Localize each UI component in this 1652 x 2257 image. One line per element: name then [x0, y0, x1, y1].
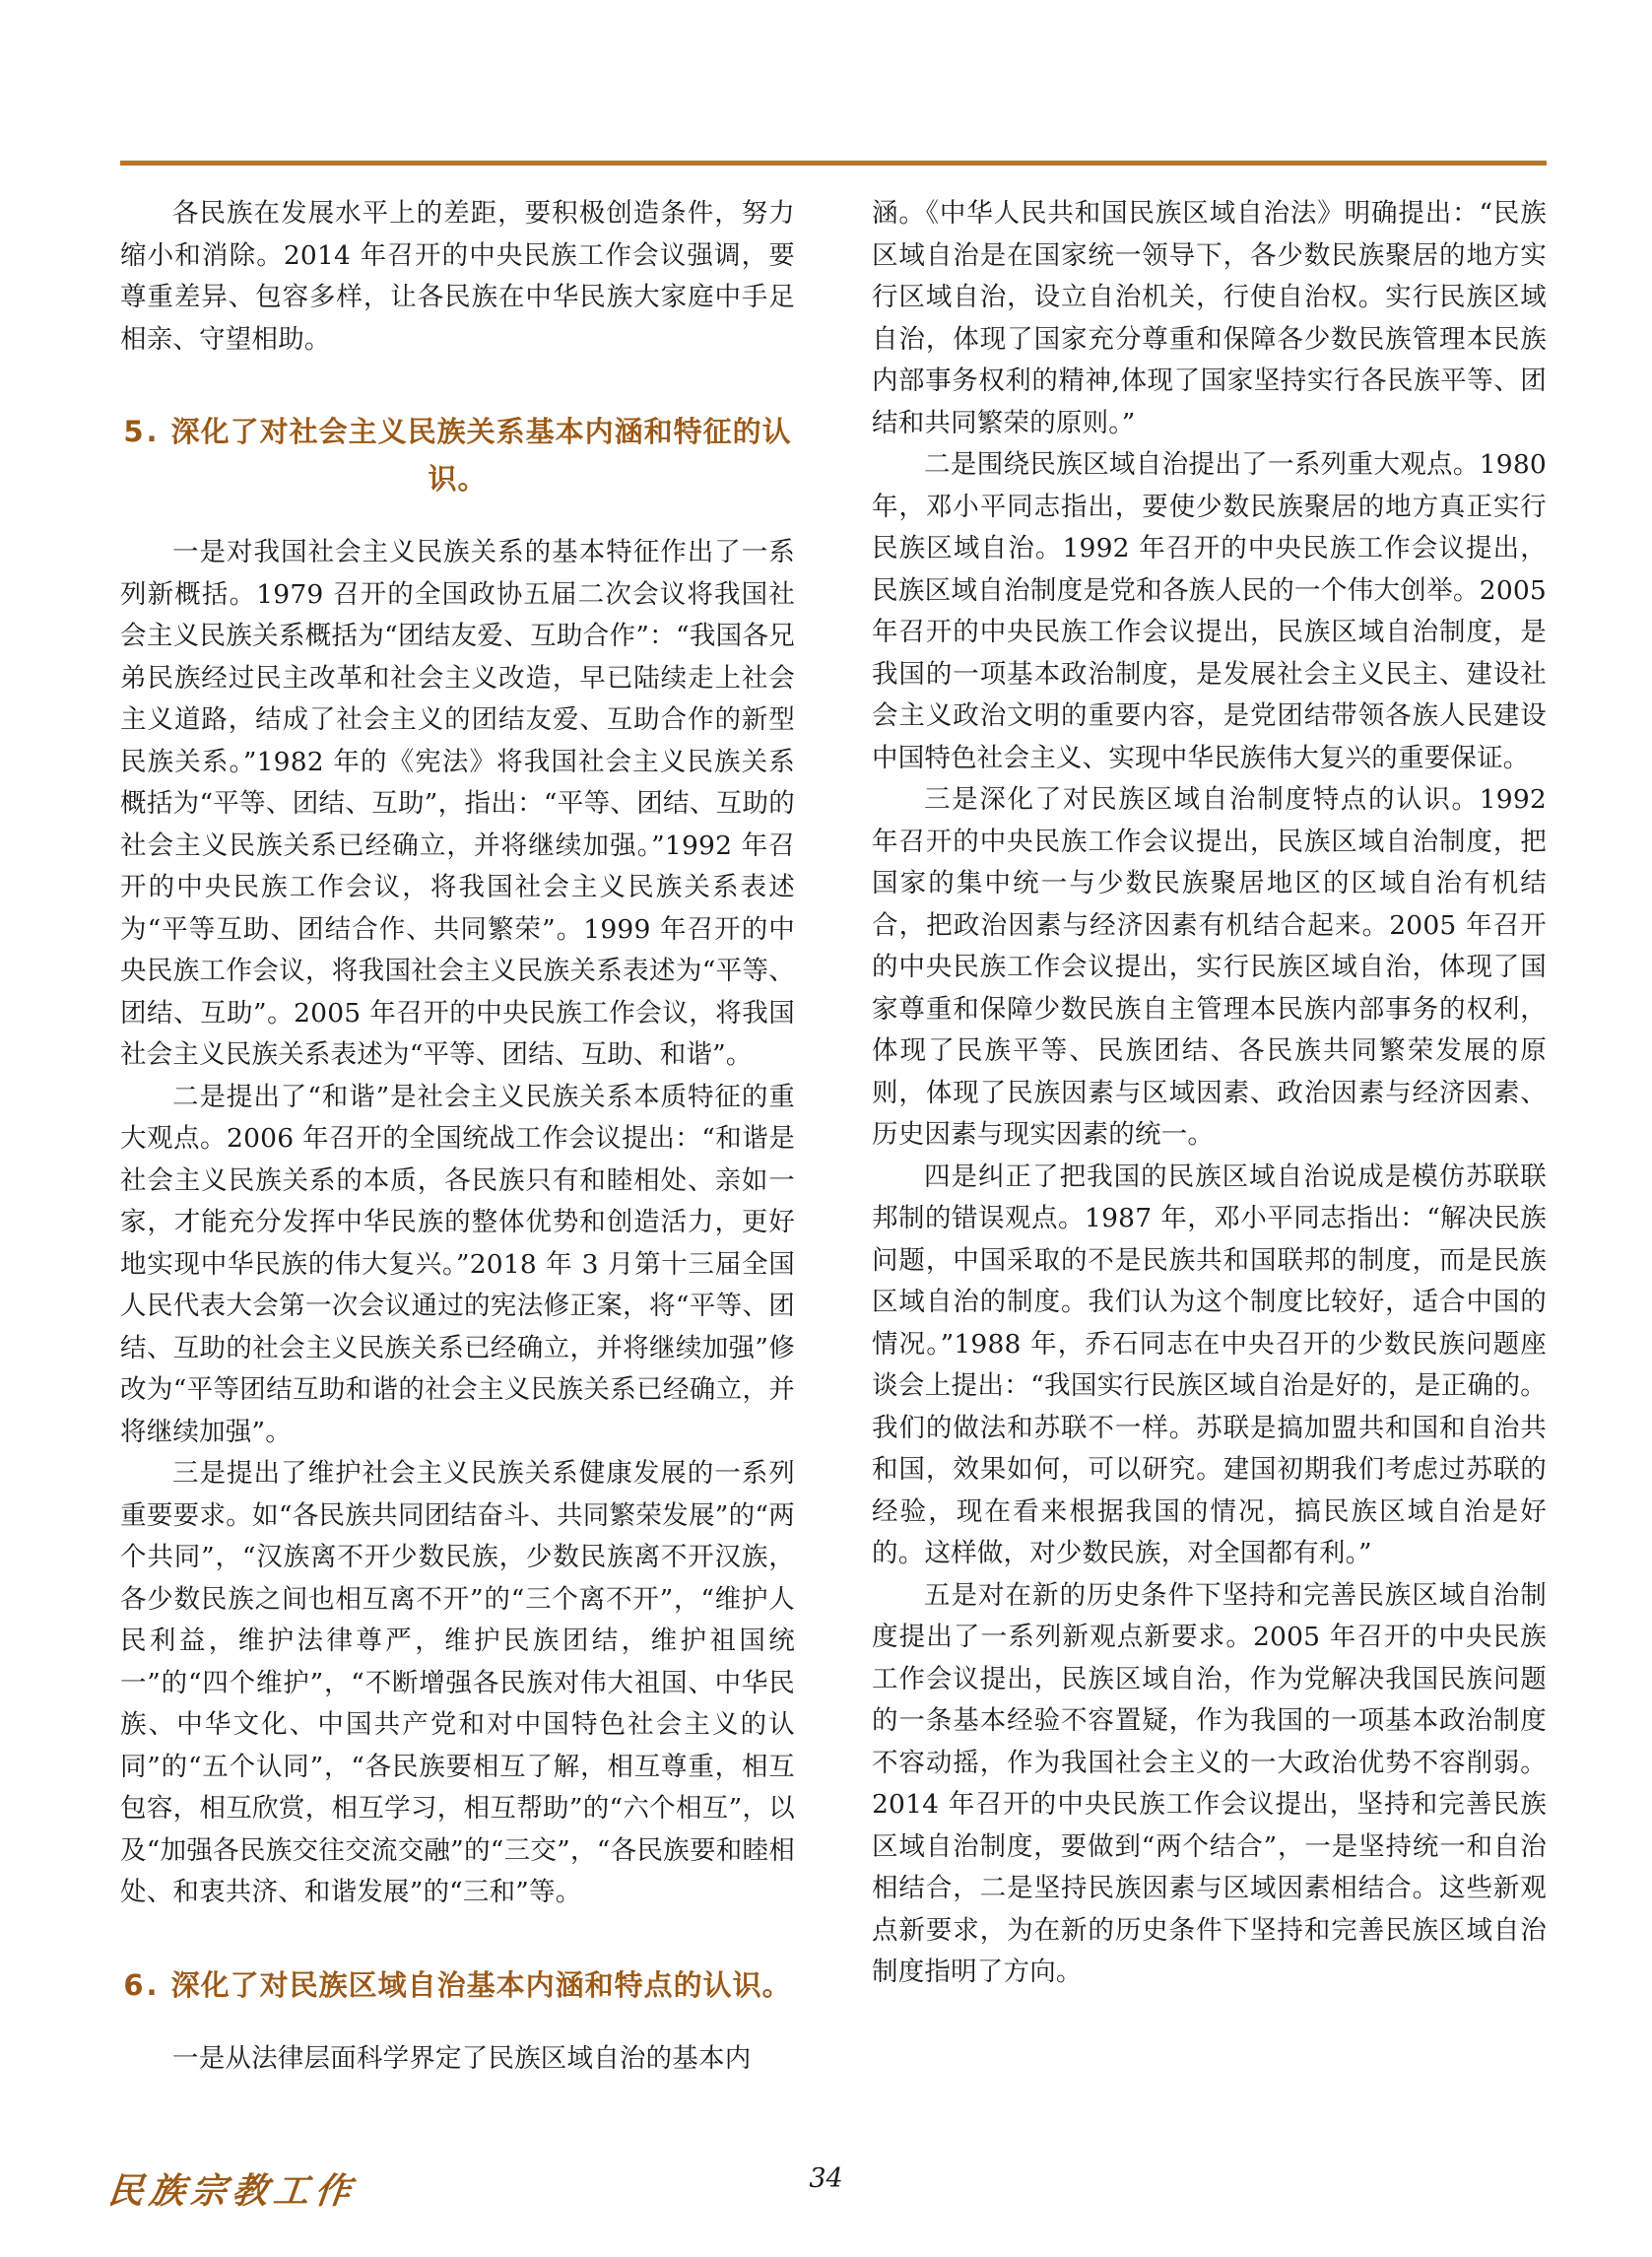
paragraph: 涵。《中华人民共和国民族区域自治法》明确提出：“民族区域自治是在国家统一领导下，各少数民族聚居的地方实行区域自治，设立自治机关，行使自治权。实行民族区域自治，体现了国家充分尊重和保障各少数民族管理本民族内部事务权利的精神,体现了国家坚持实行各民族平等、团结和共同繁荣的原则。”: [872, 198, 1547, 438]
section-heading-5-text: 深化了对社会主义民族关系基本内涵和特征的认识。: [170, 415, 792, 496]
paragraph: 三是提出了维护社会主义民族关系健康发展的一系列重要要求。如“各民族共同团结奋斗、共同繁荣发展”的“两个共同”，“汉族离不开少数民族，少数民族离不开汉族，各少数民族之间也相互离不开”的“三个离不开”，“维护人民利益，维护法律尊严，维护民族团结，维护祖国统一”的“四个维护”，“不断增强各民族对伟大祖国、中华民族、中华文化、中国共产党和对中国特色社会主义的认同”的“五个认同”，“各民族要相互了解，相互尊重，相互包容，相互欣赏，相互学习，相互帮助”的“六个相互”，以及“加强各民族交往交流交融”的“三交”，“各民族要和睦相处、和衷共济、和谐发展”的“三和”等。: [120, 1458, 795, 1907]
spacer: [120, 1914, 795, 1961]
two-column-body: [120, 193, 1547, 2080]
spacer: [120, 2009, 795, 2038]
page-number: 34: [809, 2163, 843, 2194]
paragraph: 三是深化了对民族区域自治制度特点的认识。1992 年召开的中央民族工作会议提出，民族区域自治制度，把国家的集中统一与少数民族聚居地区的区域自治有机结合，把政治因素与经济因素有机结合起来。2005 年召开的中央民族工作会议提出，实行民族区域自治，体现了国家尊重和保障少数民族自主管理本民族内部事务的权利，体现了民族平等、民族团结、各民族共同繁荣发展的原则，体现了民族因素与区域因素、政治因素与经济因素、历史因素与现实因素的统一。: [872, 784, 1547, 1150]
section-heading-6-number: 6.: [123, 1967, 161, 2002]
footer-logo: 民族宗教工作: [105, 2171, 359, 2212]
spacer: [120, 502, 795, 532]
spacer: [120, 361, 795, 408]
paragraph: 一是从法律层面科学界定了民族区域自治的基本内: [172, 2042, 752, 2074]
section-heading-5-number: 5.: [123, 415, 161, 448]
header-rule: [120, 161, 1547, 166]
paragraph: 各民族在发展水平上的差距，要积极创造条件，努力缩小和消除。2014 年召开的中央民族工作会议强调，要尊重差异、包容多样，让各民族在中华民族大家庭中手足相亲、守望相助。: [120, 198, 795, 355]
paragraph: 一是对我国社会主义民族关系的基本特征作出了一系列新概括。1979 召开的全国政协五届二次会议将我国社会主义民族关系概括为“团结友爱、互助合作”：“我国各兄弟民族经过民主改革和社会主义改造，早已陆续走上社会主义道路，结成了社会主义的团结友爱、互助合作的新型民族关系。”1982 年的《宪法》将我国社会主义民族关系概括为“平等、团结、互助”，指出：“平等、团结、互助的社会主义民族关系已经确立，并将继续加强。”1992 年召开的中央民族工作会议，将我国社会主义民族关系表述为“平等互助、团结合作、共同繁荣”。1999 年召开的中央民族工作会议，将我国社会主义民族关系表述为“平等、团结、互助”。2005 年召开的中央民族工作会议，将我国社会主义民族关系表述为“平等、团结、互助、和谐”。: [120, 537, 795, 1070]
section-heading-6-text: 深化了对民族区域自治基本内涵和特点的认识。: [170, 1967, 792, 2002]
section-heading-6: [120, 1961, 795, 2009]
paragraph: 五是对在新的历史条件下坚持和完善民族区域自治制度提出了一系列新观点新要求。2005 年召开的中央民族工作会议提出，民族区域自治，作为党解决我国民族问题的一条基本经验不容置疑，作为我国的一项基本政治制度不容动摇，作为我国社会主义的一大政治优势不容削弱。2014 年召开的中央民族工作会议提出，坚持和完善民族区域自治制度，要做到“两个结合”，一是坚持统一和自治相结合，二是坚持民族因素与区域因素相结合。这些新观点新要求，为在新的历史条件下坚持和完善民族区域自治制度指明了方向。: [872, 1579, 1547, 1987]
paragraph: 二是围绕民族区域自治提出了一系列重大观点。1980 年，邓小平同志指出，要使少数民族聚居的地方真正实行民族区域自治。1992 年召开的中央民族工作会议提出，民族区域自治制度是党和各族人民的一个伟大创举。2005 年召开的中央民族工作会议提出，民族区域自治制度，是我国的一项基本政治制度，是发展社会主义民主、建设社会主义政治文明的重要内容，是党团结带领各族人民建设中国特色社会主义、实现中华民族伟大复兴的重要保证。: [872, 449, 1547, 773]
section-heading-5: [120, 408, 795, 502]
paragraph: 四是纠正了把我国的民族区域自治说成是模仿苏联联邦制的错误观点。1987 年，邓小平同志指出：“解决民族问题，中国采取的不是民族共和国联邦的制度，而是民族区域自治的制度。我们认为这个制度比较好，适合中国的情况。”1988 年，乔石同志在中央召开的少数民族问题座谈会上提出：“我国实行民族区域自治是好的，是正确的。我们的做法和苏联不一样。苏联是搞加盟共和国和自治共和国，效果如何，可以研究。建国初期我们考虑过苏联的经验，现在看来根据我国的情况，搞民族区域自治是好的。这样做，对少数民族，对全国都有利。”: [872, 1161, 1547, 1568]
paragraph: 二是提出了“和谐”是社会主义民族关系本质特征的重大观点。2006 年召开的全国统战工作会议提出：“和谐是社会主义民族关系的本质，各民族只有和睦相处、亲如一家，才能充分发挥中华民族的整体优势和创造活力，更好地实现中华民族的伟大复兴。”2018 年 3 月第十三届全国人民代表大会第一次会议通过的宪法修正案，将“平等、团结、互助的社会主义民族关系已经确立，并将继续加强”修改为“平等团结互助和谐的社会主义民族关系已经确立，并将继续加强”。: [120, 1081, 795, 1447]
left-column: [120, 193, 795, 2080]
right-column: [872, 193, 1547, 2080]
